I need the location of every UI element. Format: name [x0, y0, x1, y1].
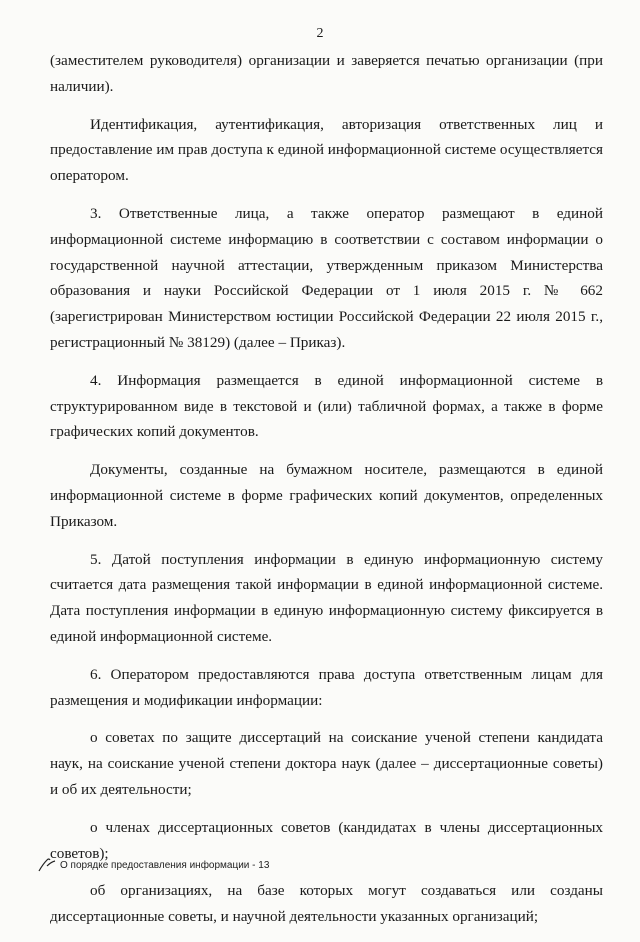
paragraph-5: Документы, созданные на бумажном носителе, размещаются в единой информационной системе в форме графических копий документов, определенных Приказом. — [50, 461, 603, 530]
paragraph-7: 6. Оператором предоставляются права доступа ответственным лицам для размещения и модификации информации: — [50, 665, 603, 709]
paragraph-1: (заместителем руководителя) организации и заверяется печатью организации (при наличии). — [50, 52, 603, 95]
footer — [38, 858, 269, 872]
paragraph-9: о членах диссертационных советов (кандидатах в члены диссертационных советов); — [50, 818, 603, 862]
footer-text: О порядке предоставления информации - 13 — [60, 859, 270, 871]
paragraph-6: 5. Датой поступления информации в единую информационную систему считается дата размещения такой информации в единой информационной системе. Дата поступления информации в единую информационную систему фиксируется в единой информационной системе. — [50, 550, 603, 645]
document-body — [50, 48, 603, 942]
page-number: 2 — [316, 26, 324, 41]
paragraph-3: 3. Ответственные лица, а также оператор размещают в единой информационной системе информацию в соответствии с составом информации о государственной научной аттестации, утвержденным приказом Министерства образования и науки Российской Федерации от 1 июля 2015 г. № 662 (зарегистрирован Министерством юстиции Российской Федерации 22 июля 2015 г., регистрационный № 38129) (далее – Приказ). — [50, 204, 603, 351]
handwritten-mark-icon — [38, 858, 56, 872]
paragraph-4: 4. Информация размещается в единой информационной системе в структурированном виде в текстовой и (или) табличной формах, а также в форме графических копий документов. — [50, 371, 603, 441]
paragraph-2: Идентификация, аутентификация, авторизация ответственных лиц и предоставление им прав доступа к единой информационной системе осуществляется оператором. — [50, 115, 603, 185]
paragraph-8: о советах по защите диссертаций на соискание ученой степени кандидата наук, на соискание ученой степени доктора наук (далее – диссертационные советы) и об их деятельности; — [50, 729, 603, 798]
paragraph-10: об организациях, на базе которых могут создаваться или созданы диссертационные советы, и научной деятельности указанных организаций; — [50, 882, 603, 926]
